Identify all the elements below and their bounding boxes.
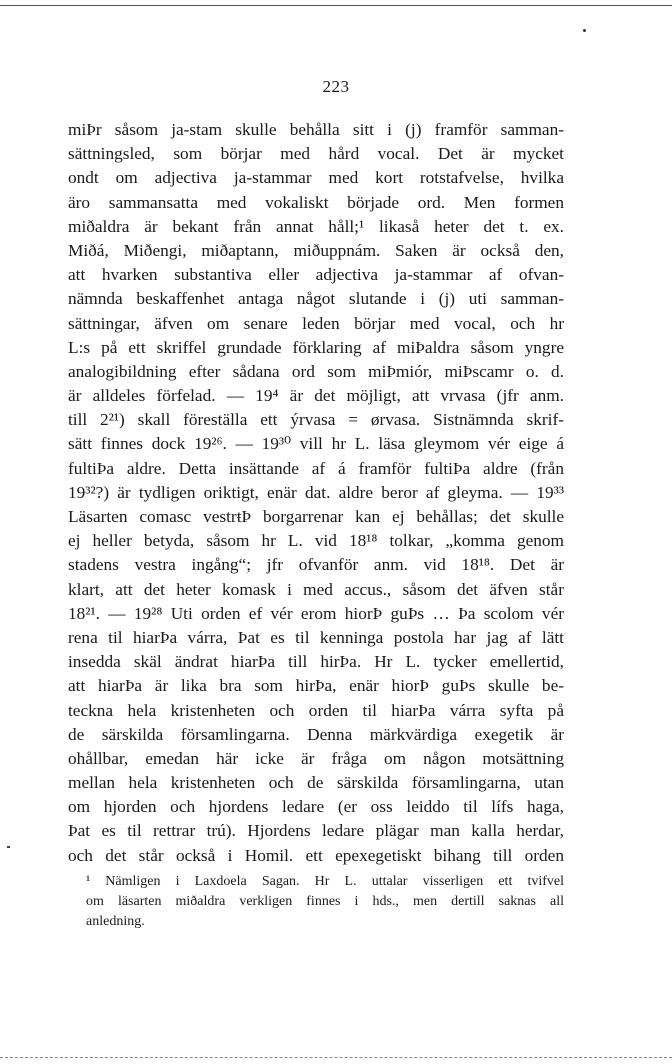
text-line: insedda skäl ändrat hiarÞa till hirÞa. Hr L. tycker emellertid, [68, 652, 564, 672]
text-line: att hvarken substantiva eller adjectiva ja-stammar af ofvan- [68, 265, 564, 285]
text-line: L:s på ett skriffel grundade förklaring af miÞaldra såsom yngre [68, 337, 564, 357]
text-line: stadens vestra ingång“; jfr ofvanför anm. vid 18¹⁸. Det är [68, 555, 564, 575]
top-edge-rule [0, 5, 672, 6]
text-line: om hjorden och hjordens ledare (er oss leiddo til lífs haga, [68, 797, 564, 817]
text-line: ej heller betyda, såsom hr L. vid 18¹⁸ tolkar, „komma genom [68, 531, 564, 551]
text-line: fultiÞa aldre. Detta insättande af á framför fultiÞa aldre (från [68, 458, 564, 478]
text-line: miðaldra är bekant från annat håll;¹ likaså heter det t. ex. [68, 216, 564, 236]
text-line: teckna hela kristenheten och orden til hiarÞa várra syfta på [68, 700, 564, 720]
footnote-line: anledning. [86, 913, 145, 929]
footnotes [86, 872, 564, 931]
text-line: äro sammansatta med vokaliskt började ord. Men formen [68, 192, 564, 212]
text-line: Läsarten comasc vestrŧÞ borgarrenar kan ej behållas; det skulle [68, 507, 564, 526]
bottom-edge-rule [0, 1057, 672, 1058]
text-line: och det står också i Homil. ett epexegetiskt bihang till orden [68, 845, 564, 865]
scan-speck-left [7, 846, 10, 848]
text-line: sättningsled, som börjar med hård vocal. Det är mycket [68, 144, 564, 164]
footnote-line: om läsarten miðaldra verkligen finnes i hds., men dertill saknas all [86, 893, 564, 909]
text-line: rena til hiarÞa várra, Þat es til kenninga postola har jag af lätt [68, 627, 564, 647]
text-line: sätt finnes dock 19²⁶. — 19³⁰ vill hr L. läsa gleymom vér eige á [68, 434, 564, 454]
text-line: Miðá, Miðengi, miðaptann, miðuppnám. Saken är också den, [68, 240, 564, 260]
text-line: analogibildning efter sådana ord som miÞmiór, miÞscamr o. d. [68, 361, 564, 381]
text-line: ondt om adjectiva ja-stammar med kort rotstafvelse, hvilka [68, 168, 564, 188]
text-line: är alldeles förfelad. — 19⁴ är det möjligt, att vrvasa (jfr anm. [68, 386, 564, 406]
text-line: sättningar, äfven om senare leden börjar med vocal, och hr [68, 313, 564, 333]
text-line: att hiarÞa är lika bra som hirÞa, enär hiorÞ guÞs skulle be- [68, 676, 564, 696]
text-line: klart, att det heter komask i med accus., såsom det äfven står [68, 579, 564, 599]
text-line: till 2²¹) skall föreställa ett ýrvasa = ørvasa. Sistnämnda skrif- [68, 410, 564, 430]
text-line: de särskilda församlingarna. Denna märkvärdiga exegetik är [68, 724, 564, 744]
text-line: 18²¹. — 19²⁸ Uti orden ef vér erom hiorÞ guÞs … Þa scolom vér [68, 603, 564, 623]
footnote-line: ¹ Nämligen i Laxdoela Sagan. Hr L. uttalar visserligen ett tvifvel [86, 874, 564, 889]
text-line: miÞr såsom ja-stam skulle behålla sitt i (j) framför samman- [68, 120, 564, 139]
text-line: Þat es til rettrar trú). Hjordens ledare plägar man kalla herdar, [68, 821, 564, 841]
body-text [68, 118, 564, 868]
text-line: ohållbar, emedan här icke är fråga om någon motsättning [68, 748, 564, 768]
page-number: 223 [322, 77, 350, 96]
text-line: 19³²?) är tydligen oriktigt, enär dat. aldre beror af gleyma. — 19³³ [68, 482, 564, 502]
text-line: nämnda beskaffenhet antaga något slutande i (j) uti samman- [68, 289, 564, 309]
text-line: mellan hela kristenheten och de särskilda församlingarna, utan [68, 773, 564, 793]
scan-speck [583, 29, 586, 32]
